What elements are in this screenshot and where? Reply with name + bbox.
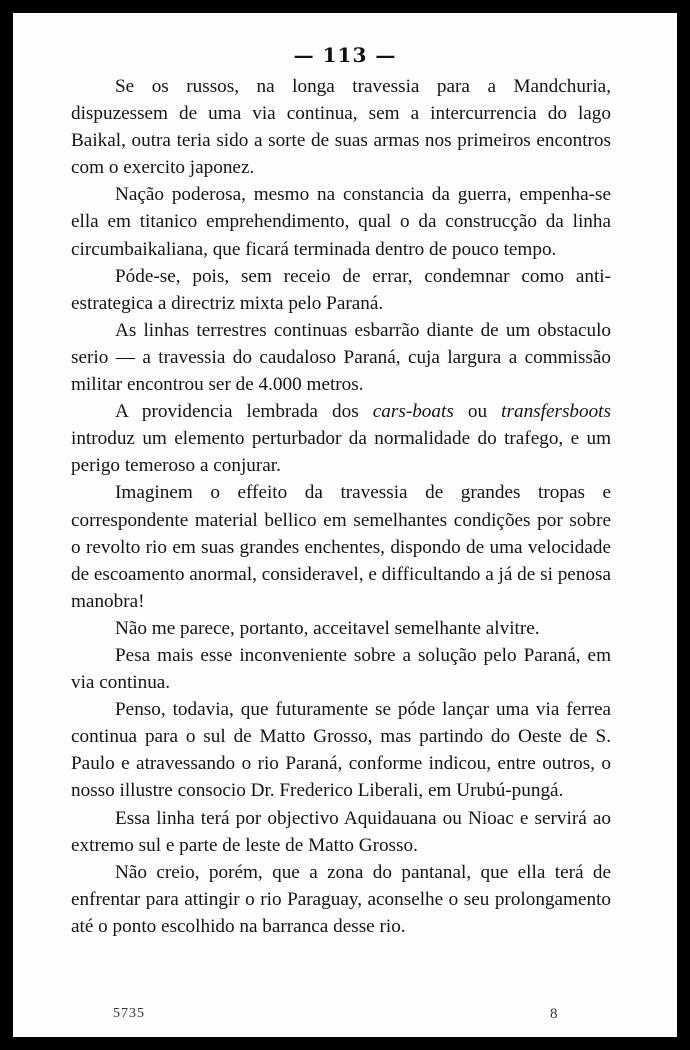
paragraph (71, 317, 611, 398)
text-run: A providencia lembrada dos (115, 401, 373, 423)
text-run: As linhas terrestres continuas esbarrão diante de um obstaculo serio — a travessia do caudaloso Paraná, cuja largura a commissão militar encontrou ser de 4.000 metros. (71, 319, 611, 396)
text-run: Se os russos, na longa travessia para a Mandchuria, dispuzessem de uma via continua, sem a intercurrencia do lago Baikal, outra teria sido a sorte de suas armas nos primeiros encontros com o exercito japonez. (71, 76, 611, 179)
text-run: Pesa mais esse inconveniente sobre a solução pelo Paraná, em via continua. (71, 644, 611, 694)
text-run: ou (453, 401, 502, 423)
text-run: Não creio, porém, que a zona do pantanal, que ella terá de enfrentar para attingir o rio Paraguay, aconselhe o seu prolongamento até o ponto escolhido na barranca desse rio. (71, 861, 611, 937)
printer-signature-mark: 5735 (113, 1006, 145, 1021)
italic-term: cars-boats (372, 401, 454, 423)
text-run: Penso, todavia, que futuramente se póde lançar uma via ferrea continua para o sul de Matto Grosso, mas partindo do Oeste de S. Paulo e atravessando o rio Paraná, conforme indicou, entre outros, o nosso illustre consocio Dr. Frederico Liberali, em Urubú-pungá. (71, 699, 611, 802)
text-run: introduz um elemento perturbador da normalidade do trafego, e um perigo temeroso a conjurar. (71, 428, 611, 477)
text-run: Não me parece, portanto, acceitavel semelhante alvitre. (115, 617, 540, 639)
paragraph (71, 859, 611, 940)
book-page (13, 13, 677, 1037)
paragraph (71, 263, 611, 317)
body-text (71, 73, 611, 940)
text-run: Póde-se, pois, sem receio de errar, condemnar como anti-estrategica a directriz mixta pelo Paraná. (71, 265, 611, 314)
paragraph (71, 479, 611, 614)
paragraph (71, 181, 611, 262)
paragraph (71, 73, 611, 181)
italic-term: transfersboots (501, 401, 611, 423)
paragraph (71, 642, 611, 696)
page-number: — 113 — (293, 43, 397, 67)
paragraph (71, 398, 611, 479)
text-run: Essa linha terá por objectivo Aquidauana ou Nioac e servirá ao extremo sul e parte de leste de Matto Grosso. (71, 807, 611, 856)
text-run: Imaginem o effeito da travessia de grandes tropas e correspondente material bellico em semelhantes condições por sobre o revolto rio em suas grandes enchentes, dispondo de uma velocidade de escoamento anormal, consideravel, e difficultando a já de si penosa manobra! (71, 482, 611, 612)
sheet-number: 8 (550, 1006, 558, 1022)
paragraph (71, 805, 611, 859)
paragraph (71, 696, 611, 804)
text-run: Nação poderosa, mesmo na constancia da guerra, empenha-se ella em titanico emprehendimento, qual o da construcção da linha circumbaikaliana, que ficará terminada dentro de pouco tempo. (71, 184, 611, 260)
paragraph (71, 615, 611, 642)
